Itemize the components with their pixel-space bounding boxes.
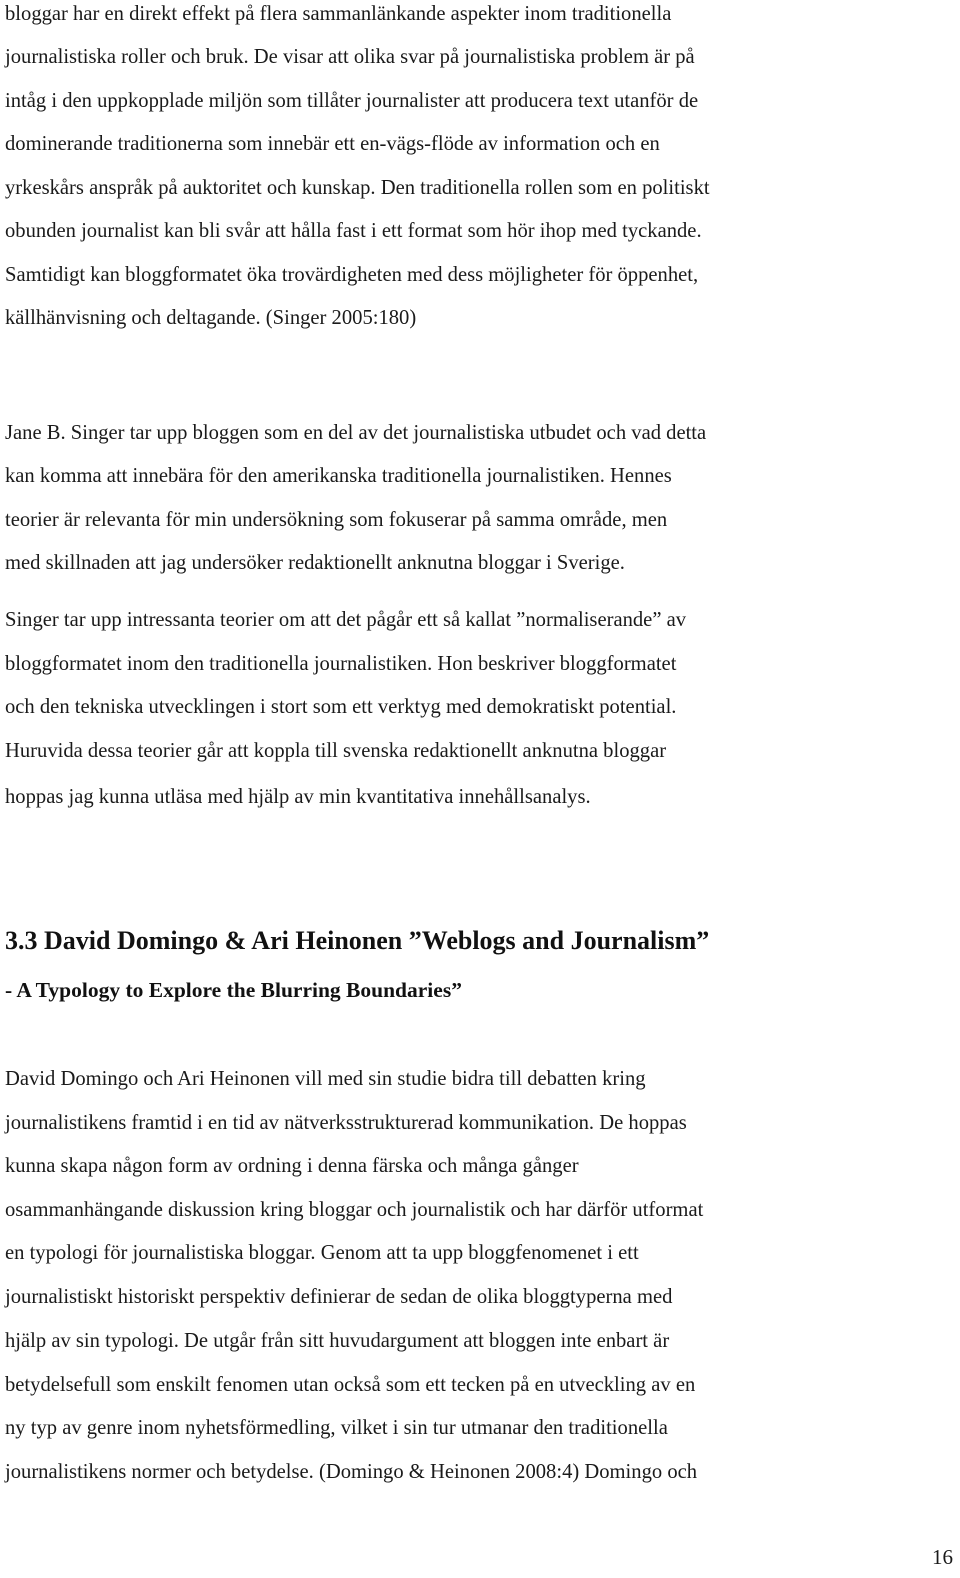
section-heading: 3.3 David Domingo & Ari Heinonen ”Weblogs and Journalism” (5, 926, 710, 955)
text-line: Huruvida dessa teorier går att koppla till svenska redaktionellt anknutna bloggar (5, 740, 667, 762)
text-line: intåg i den uppkopplade miljön som tillåter journalister att producera text utanför de (5, 90, 699, 112)
text-line: hjälp av sin typologi. De utgår från sitt huvudargument att bloggen inte enbart är (5, 1330, 670, 1352)
text-line: kan komma att innebära för den amerikanska traditionella journalistiken. Hennes (5, 465, 672, 487)
text-line: osammanhängande diskussion kring bloggar och journalistik och har därför utformat (5, 1199, 704, 1221)
text-line: dominerande traditionerna som innebär ett en-vägs-flöde av information och en (5, 133, 660, 155)
text-line: bloggformatet inom den traditionella journalistiken. Hon beskriver bloggformatet (5, 653, 677, 675)
text-line: teorier är relevanta för min undersökning som fokuserar på samma område, men (5, 509, 668, 531)
text-line: journalistikens framtid i en tid av nätverksstrukturerad kommunikation. De hoppas (5, 1112, 687, 1134)
text-line: Samtidigt kan bloggformatet öka trovärdigheten med dess möjligheter för öppenhet, (5, 264, 699, 286)
text-line: yrkeskårs anspråk på auktoritet och kunskap. Den traditionella rollen som en politiskt (5, 177, 710, 199)
text-line: journalistiskt historiskt perspektiv definierar de sedan de olika bloggtyperna med (5, 1286, 673, 1308)
section-subheading: - A Typology to Explore the Blurring Boundaries” (5, 978, 462, 1002)
page-number: 16 (932, 1545, 953, 1569)
text-line: journalistiska roller och bruk. De visar att olika svar på journalistiska problem är på (5, 46, 695, 68)
text-line: journalistikens normer och betydelse. (Domingo & Heinonen 2008:4) Domingo och (5, 1461, 698, 1483)
text-line: Singer tar upp intressanta teorier om att det pågår ett så kallat ”normaliserande” av (5, 609, 687, 631)
text-line: en typologi för journalistiska bloggar. Genom att ta upp bloggfenomenet i ett (5, 1242, 639, 1264)
text-line: källhänvisning och deltagande. (Singer 2005:180) (5, 307, 417, 329)
text-line: med skillnaden att jag undersöker redaktionellt anknutna bloggar i Sverige. (5, 552, 625, 574)
text-line: Jane B. Singer tar upp bloggen som en del av det journalistiska utbudet och vad detta (5, 422, 707, 444)
text-line: bloggar har en direkt effekt på flera sammanlänkande aspekter inom traditionella (5, 3, 672, 25)
text-line: David Domingo och Ari Heinonen vill med sin studie bidra till debatten kring (5, 1068, 646, 1090)
text-line: betydelsefull som enskilt fenomen utan också som ett tecken på en utveckling av en (5, 1374, 696, 1396)
text-line: hoppas jag kunna utläsa med hjälp av min kvantitativa innehållsanalys. (5, 786, 591, 808)
text-line: kunna skapa någon form av ordning i denna färska och många gånger (5, 1155, 579, 1177)
text-line: obunden journalist kan bli svår att hålla fast i ett format som hör ihop med tyckande. (5, 220, 702, 242)
text-line: och den tekniska utvecklingen i stort som ett verktyg med demokratiskt potential. (5, 696, 677, 718)
text-line: ny typ av genre inom nyhetsförmedling, vilket i sin tur utmanar den traditionella (5, 1417, 668, 1439)
